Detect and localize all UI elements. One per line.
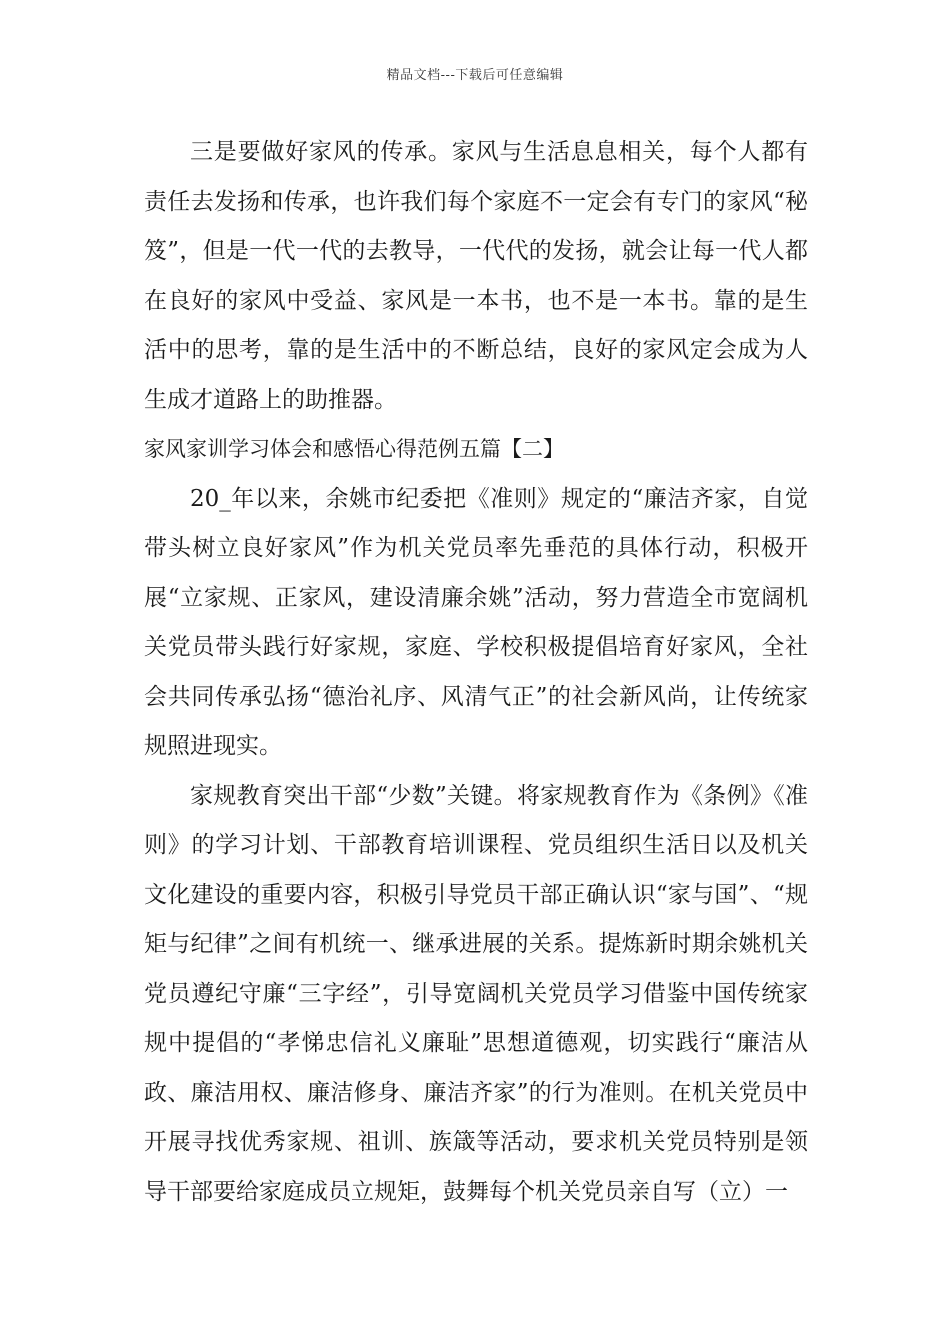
paragraph-cadre-education: 家规教育突出干部“少数”关键。将家规教育作为《条例》《准则》的学习计划、干部教育培训课程、党员组织生活日以及机关文化建设的重要内容，积极引导党员干部正确认识“家与国”、“规矩与纪律”之间有机统一、继承进展的关系。提炼新时期余姚机关党员遵纪守廉“三字经”，引导宽阔机关党员学习借鉴中国传统家规中提倡的“孝悌忠信礼义廉耻”思想道德观，切实践行“廉洁从政、廉洁用权、廉洁修身、廉洁齐家”的行为准则。在机关党员中开展寻找优秀家规、祖训、族箴等活动，要求机关党员特别是领导干部要给家庭成员立规矩，鼓舞每个机关党员亲自写（立）一 bbox=[144, 782, 808, 1205]
paragraph-yuyao-initiative: 20_年以来，余姚市纪委把《准则》规定的“廉洁齐家，自觉带头树立良好家风”作为机关党员率先垂范的具体行动，积极开展“立家规、正家风，建设清廉余姚”活动，努力营造全市宽阔机关党员带头践行好家规，家庭、学校积极提倡培育好家风，全社会共同传承弘扬“德治礼序、风清气正”的社会新风尚，让传统家规照进现实。 bbox=[144, 485, 808, 759]
page-header: 精品文档---下载后可任意编辑 bbox=[386, 68, 564, 83]
document-body bbox=[144, 128, 808, 1217]
section-heading: 家风家训学习体会和感悟心得范例五篇【二】 bbox=[144, 437, 564, 461]
paragraph-family-tradition: 三是要做好家风的传承。家风与生活息息相关，每个人都有责任去发扬和传承，也许我们每个家庭不一定会有专门的家风“秘笈”，但是一代一代的去教导，一代代的发扬，就会让每一代人都在良好的家风中受益、家风是一本书，也不是一本书。靠的是生活中的思考，靠的是生活中的不断总结，良好的家风定会成为人生成才道路上的助推器。 bbox=[144, 139, 808, 413]
